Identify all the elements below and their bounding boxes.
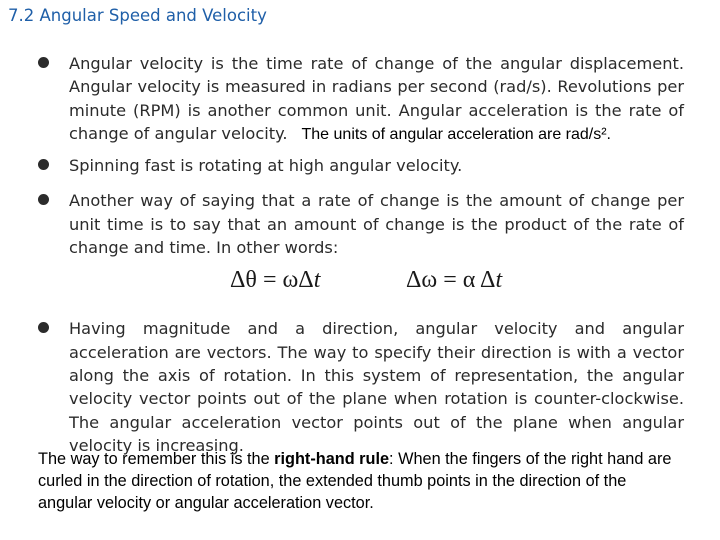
bullet-spinning-fast (38, 154, 684, 177)
bullet-vectors (38, 317, 684, 457)
right-hand-rule-note: The way to remember this is the right-hand rule: When the fingers of the right hand are curled in the direction of rotation, the extended thumb points in the direction of the angular velocity or angular acceleration vector. (38, 450, 672, 512)
bullet-angular-velocity-definition (38, 52, 684, 146)
bullet-list (38, 52, 684, 457)
bullet-text: Angular velocity is the time rate of change of the angular displacement. Angular velocity is measured in radians per second (rad/s). Revolutions per minute (RPM) is another common unit. Angular acceleration is the rate of change of angular velocity. (69, 54, 684, 143)
bullet-rate-of-change (38, 189, 684, 259)
right-hand-rule-term: right-hand rule (274, 450, 390, 468)
equation-delta-theta: Δθ = ωΔt (230, 267, 321, 294)
bullet-text: Having magnitude and a direction, angular velocity and angular acceleration are vectors. The way to specify their direction is with a vector along the axis of rotation. In this system of representation, the angular velocity vector points out of the plane when rotation is counter-clockwise. The angular acceleration vector points out of the plane when angular velocity is increasing. (69, 319, 684, 455)
slide-title: 7.2 Angular Speed and Velocity (8, 6, 267, 25)
bullet-text: Another way of saying that a rate of change is the amount of change per unit time is to say that an amount of change is the product of the rate of change and time. In other words: (69, 191, 684, 258)
equation-delta-omega: Δω = α Δt (406, 267, 503, 294)
equation-row (38, 259, 684, 317)
angular-acceleration-units-note: The units of angular acceleration are rad/s². (301, 125, 611, 143)
bullet-text: Spinning fast is rotating at high angular velocity. (69, 156, 463, 176)
